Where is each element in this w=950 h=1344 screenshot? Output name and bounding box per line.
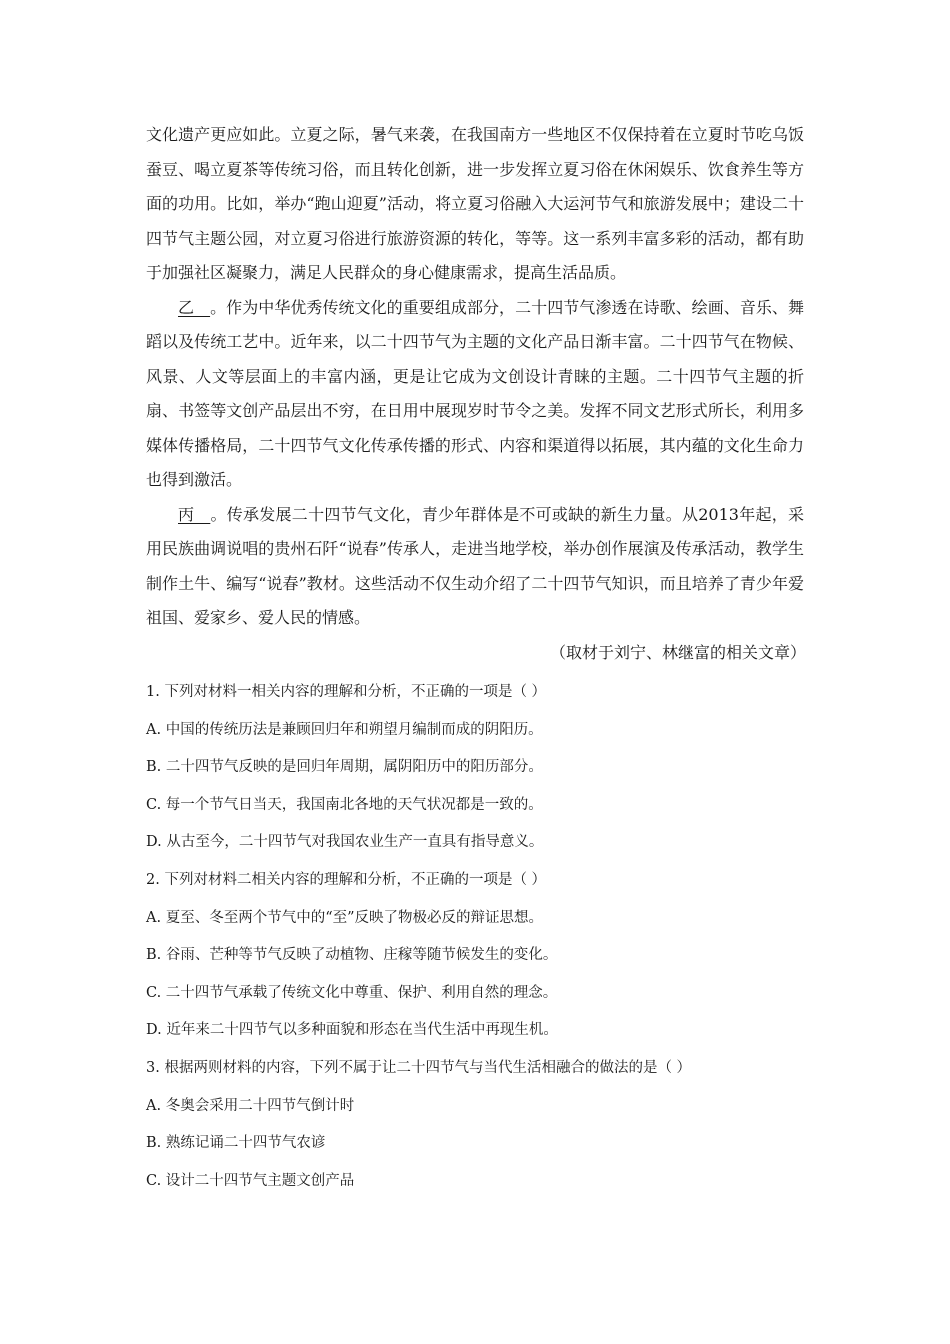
paragraph-2-lead: 乙__ [178,297,211,317]
question-3-option-c: C. 设计二十四节气主题文创产品 [146,1172,355,1189]
question-1-option-c: C. 每一个节气日当天，我国南北各地的天气状况都是一致的。 [146,796,543,813]
question-3-option-a: A. 冬奥会采用二十四节气倒计时 [146,1097,355,1114]
question-list [146,674,804,1200]
source-citation: （取材于刘宁、林继富的相关文章） [549,642,806,662]
question-1-option-a: A. 中国的传统历法是兼顾回归年和朔望月编制而成的阴阳历。 [146,721,543,738]
question-2-stem: 2. 下列对材料二相关内容的理解和分析，不正确的一项是（ ） [146,871,547,888]
question-1-stem: 1. 下列对材料一相关内容的理解和分析，不正确的一项是（ ） [146,684,547,700]
question-2-option-a: A. 夏至、冬至两个节气中的“至”反映了物极必反的辩证思想。 [146,909,544,926]
paragraph-2-text: 。作为中华优秀传统文化的重要组成部分，二十四节气渗透在诗歌、绘画、音乐、舞蹈以及传统工艺中。近年来，以二十四节气为主题的文化产品日渐丰富。二十四节气在物候、风景、人文等层面上的丰富内涵，更是让它成为文创设计青睐的主题。二十四节气主题的折扇、书签等文创产品层出不穷，在日用中展现岁时节令之美。发挥不同文艺形式所长，利用多媒体传播格局，二十四节气文化传承传播的形式、内容和渠道得以拓展，其内蕴的文化生命力也得到激活。 [146,297,804,489]
paragraph-3-lead: 丙__ [178,504,211,524]
question-2-option-d: D. 近年来二十四节气以多种面貌和形态在当代生活中再现生机。 [146,1022,558,1039]
paragraph-3-text: 。传承发展二十四节气文化，青少年群体是不可或缺的新生力量。从2013年起，采用民族曲调说唱的贵州石阡“说春”传承人，走进当地学校，举办创作展演及传承活动，教学生制作土牛、编写“说春”教材。这些活动不仅生动介绍了二十四节气知识，而且培养了青少年爱祖国、爱家乡、爱人民的情感。 [146,504,804,627]
question-1-option-b: B. 二十四节气反映的是回归年周期，属阴阳历中的阳历部分。 [146,759,543,776]
passage-paragraph-2 [146,291,804,498]
passage-paragraph-1: 文化遗产更应如此。立夏之际，暑气来袭，在我国南方一些地区不仅保持着在立夏时节吃乌饭蚕豆、喝立夏茶等传统习俗，而且转化创新，进一步发挥立夏习俗在休闲娱乐、饮食养生等方面的功用。比如，举办“跑山迎夏”活动，将立夏习俗融入大运河节气和旅游发展中；建设二十四节气主题公园，对立夏习俗进行旅游资源的转化，等等。这一系列丰富多彩的活动，都有助于加强社区凝聚力，满足人民群众的身心健康需求，提高生活品质。 [146,125,804,282]
question-2-option-c: C. 二十四节气承载了传统文化中尊重、保护、利用自然的理念。 [146,984,558,1001]
question-2-option-b: B. 谷雨、芒种等节气反映了动植物、庄稼等随节候发生的变化。 [146,947,558,964]
question-3-option-b: B. 熟练记诵二十四节气农谚 [146,1135,326,1152]
passage-paragraph-3 [146,498,804,636]
question-1-option-d: D. 从古至今，二十四节气对我国农业生产一直具有指导意义。 [146,834,544,851]
question-3-stem: 3. 根据两则材料的内容，下列不属于让二十四节气与当代生活相融合的做法的是（ ） [146,1059,692,1076]
